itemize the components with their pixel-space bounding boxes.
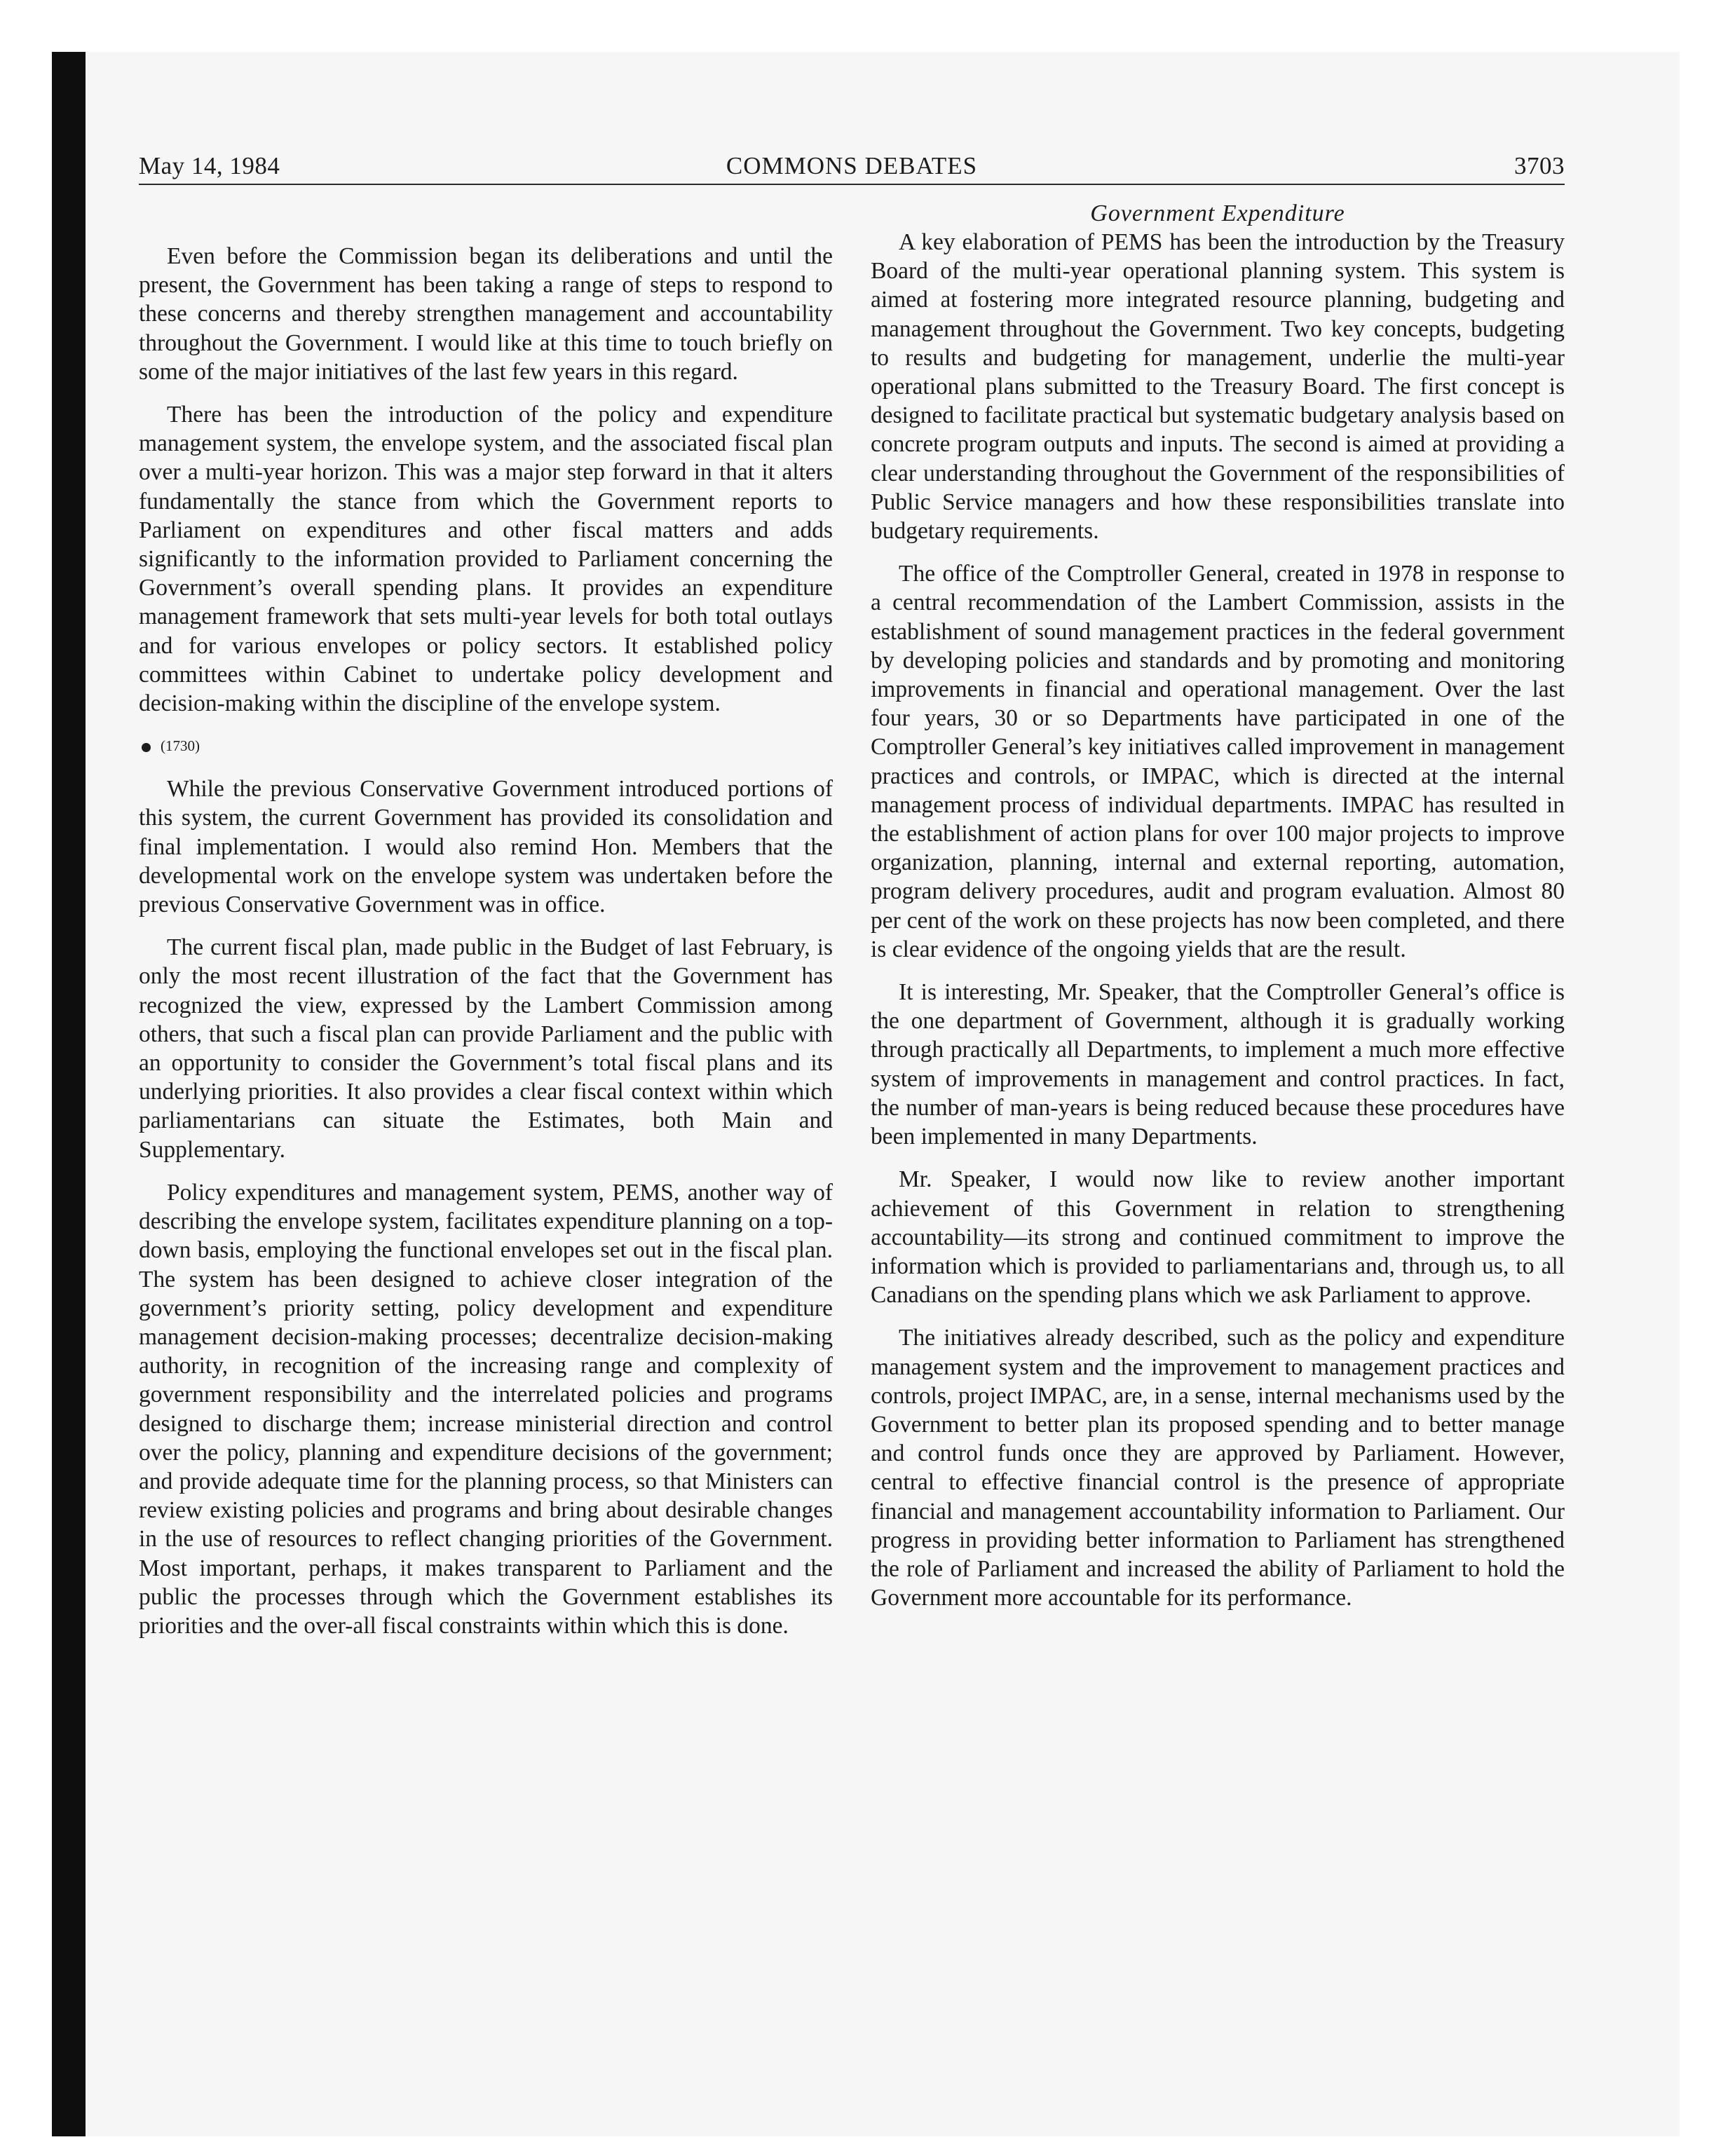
page-header xyxy=(139,150,1565,182)
binding-edge xyxy=(52,52,86,2136)
bullet-icon xyxy=(142,743,151,752)
header-date: May 14, 1984 xyxy=(139,152,280,179)
paragraph: Even before the Commission began its deliberations and until the present, the Government has been taking a range of steps to respond to these concerns and thereby strengthen management and accountability throughout the Government. I would like at this time to touch briefly on some of the major initiatives of the last few years in this regard. xyxy=(139,243,833,385)
section-heading: Government Expenditure xyxy=(1090,200,1345,226)
paragraph: While the previous Conservative Government introduced portions of this system, the current Government has provided its consolidation and final implementation. I would also remind Hon. Members that the developmental work on the envelope system was undertaken before the previous Conservative Government was in office. xyxy=(139,776,833,918)
paragraph: Mr. Speaker, I would now like to review another important achievement of this Government in relation to strengthening accountability—its strong and continued commitment to improve the information which is provided to parliamentarians and, through us, to all Canadians on the spending plans which we ask Parliament to approve. xyxy=(871,1166,1565,1309)
header-publication: COMMONS DEBATES xyxy=(726,152,978,179)
paragraph: A key elaboration of PEMS has been the introduction by the Treasury Board of the multi-year operational planning system. This system is aimed at fostering more integrated resource planning, budgeting and management throughout the Government. Two key concepts, budgeting to results and budgeting for management, underlie the multi-year operational plans submitted to the Treasury Board. The first concept is designed to facilitate practical but systematic budgetary analysis based on concrete program outputs and inputs. The second is aimed at providing a clear understanding throughout the Government of the responsibilities of Public Service managers and how these responsibilities translate into budgetary requirements. xyxy=(871,229,1565,545)
right-column xyxy=(871,199,1565,1626)
header-rule xyxy=(139,184,1565,185)
paragraph: The initiatives already described, such as the policy and expenditure management system and the improvement to management practices and controls, project IMPAC, are, in a sense, internal mechanisms used by the Government to better plan its proposed spending and to better manage and control funds once they are approved by Parliament. However, central to effective financial control is the presence of appropriate financial and management accountability information to Parliament. Our progress in providing better information to Parliament has strengthened the role of Parliament and increased the ability of Parliament to hold the Government more accountable for its performance. xyxy=(871,1325,1565,1611)
paragraph: The office of the Comptroller General, created in 1978 in response to a central recommendation of the Lambert Commission, assists in the establishment of sound management practices in the federal government by developing policies and standards and by promoting and monitoring improvements in financial and operational management. Over the last four years, 30 or so Departments have participated in one of the Comptroller General’s key initiatives called improvement in management practices and controls, or IMPAC, which is directed at the internal management process of individual departments. IMPAC has resulted in the establishment of action plans for over 100 major projects to improve organization, planning, internal and external reporting, automation, program delivery procedures, audit and program evaluation. Almost 80 per cent of the work on these projects has now been completed, and there is clear evidence of the ongoing yields that are the result. xyxy=(871,561,1565,962)
time-marker-text: (1730) xyxy=(161,737,200,755)
left-column xyxy=(139,199,833,1654)
paragraph: The current fiscal plan, made public in the Budget of last February, is only the most recent illustration of the fact that the Government has recognized the view, expressed by the Lambert Commission among others, that such a fiscal plan can provide Parliament and the public with an opportunity to consider the Government’s total fiscal plans and its underlying priorities. It also provides a clear fiscal context within which parliamentarians can situate the Estimates, both Main and Supplementary. xyxy=(139,934,833,1163)
header-page-number: 3703 xyxy=(1514,152,1565,179)
paragraph: It is interesting, Mr. Speaker, that the Comptroller General’s office is the one department of Government, although it is gradually working through practically all Departments, to implement a much more effective system of improvements in management and control practices. In fact, the number of man-years is being reduced because these procedures have been implemented in many Departments. xyxy=(871,979,1565,1150)
time-marker xyxy=(139,732,833,760)
paragraph: Policy expenditures and management system, PEMS, another way of describing the envelope system, facilitates expenditure planning on a top-down basis, employing the functional envelopes set out in the fiscal plan. The system has been designed to achieve closer integration of the government’s priority setting, policy development and expenditure management decision-making processes; decentralize decision-making authority, in recognition of the increasing range and complexity of government responsibility and the interrelated policies and programs designed to discharge them; increase ministerial direction and control over the policy, planning and expenditure decisions of the government; and provide adequate time for the planning process, so that Ministers can review existing policies and programs and bring about desirable changes in the use of resources to reflect changing priorities of the Government. Most important, perhaps, it makes transparent to Parliament and the public the processes through which the Government establishes its priorities and the over-all fiscal constraints within which this is done. xyxy=(139,1179,833,1639)
paragraph: There has been the introduction of the policy and expenditure management system, the envelope system, and the associated fiscal plan over a multi-year horizon. This was a major step forward in that it alters fundamentally the stance from which the Government reports to Parliament on expenditures and other fiscal matters and adds significantly to the information provided to Parliament concerning the Government’s overall spending plans. It provides an expenditure management framework that sets multi-year levels for both total outlays and for various envelopes or policy sectors. It established policy committees within Cabinet to undertake policy development and decision-making within the discipline of the envelope system. xyxy=(139,402,833,717)
